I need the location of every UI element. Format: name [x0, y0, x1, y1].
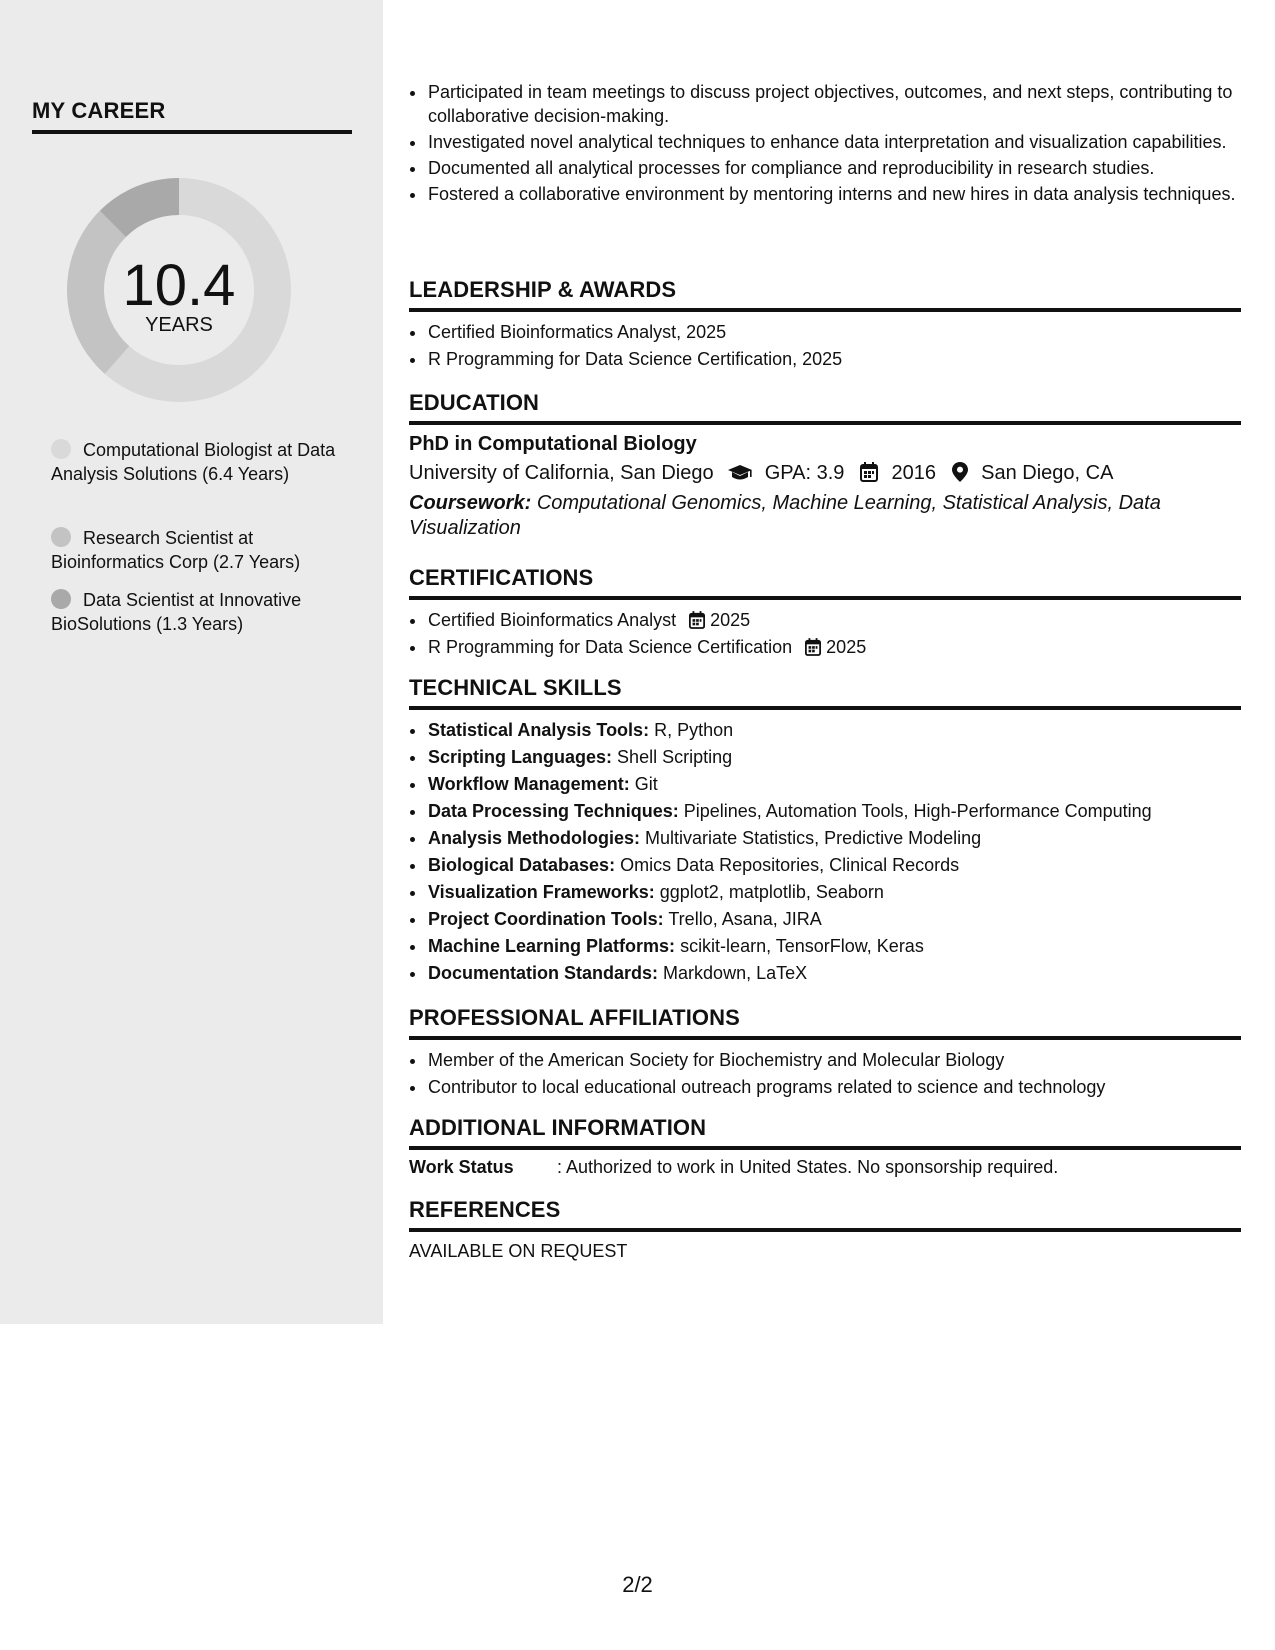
legend-dot: [51, 589, 71, 609]
skill-label: Visualization Frameworks:: [428, 882, 655, 902]
education-gpa: GPA: 3.9: [764, 462, 845, 484]
donut-unit: YEARS: [145, 314, 213, 336]
skill-value: ggplot2, matplotlib, Seaborn: [659, 882, 884, 902]
certification-item: [427, 635, 1241, 659]
graduation-cap-icon: [727, 464, 753, 482]
affiliation-item: • Member of the American Society for Biochemistry and Molecular Biology: [427, 1048, 1241, 1072]
skill-item: [427, 934, 1241, 958]
certification-item: [427, 608, 1241, 632]
skill-item: [427, 799, 1241, 823]
skill-label: Scripting Languages:: [428, 747, 613, 767]
references-text: AVAILABLE ON REQUEST: [409, 1241, 628, 1261]
legend-text: Data Scientist at Innovative BioSolutions (1.3 Years): [51, 590, 302, 634]
skill-item: [427, 745, 1241, 769]
affiliations-section: [409, 1005, 1241, 1099]
legend-item: [51, 438, 341, 486]
education-coursework: [409, 491, 1241, 541]
leadership-item: • Certified Bioinformatics Analyst, 2025: [427, 320, 1241, 344]
skill-value: Pipelines, Automation Tools, High-Performance Computing: [683, 801, 1152, 821]
legend-text: Computational Biologist at Data Analysis Solutions (6.4 Years): [51, 440, 336, 484]
skill-label: Project Coordination Tools:: [428, 909, 664, 929]
career-title-rule: [32, 130, 352, 134]
section-title: EDUCATION: [409, 390, 540, 415]
section-rule: [409, 308, 1241, 312]
experience-bullet: • Participated in team meetings to discuss project objectives, outcomes, and next steps, contributing to collaborative decision-making.: [427, 80, 1241, 128]
calendar-icon: [689, 611, 705, 629]
legend-dot: [51, 439, 71, 459]
section-rule: [409, 1228, 1241, 1232]
skill-item: [427, 961, 1241, 985]
experience-bullet: • Documented all analytical processes for compliance and reproducibility in research studies.: [427, 156, 1241, 180]
section-title: TECHNICAL SKILLS: [409, 675, 622, 700]
education-location: San Diego, CA: [981, 462, 1114, 484]
skill-value: scikit-learn, TensorFlow, Keras: [680, 936, 924, 956]
coursework-text: Computational Genomics, Machine Learning, Statistical Analysis, Data Visualization: [409, 492, 1161, 539]
education-meta: [409, 462, 1241, 485]
skill-value: R, Python: [654, 720, 734, 740]
section-rule: [409, 421, 1241, 425]
affiliation-item: • Contributor to local educational outreach programs related to science and technology: [427, 1075, 1241, 1099]
skill-item: [427, 718, 1241, 742]
skill-value: Shell Scripting: [617, 747, 733, 767]
education-degree: PhD in Computational Biology: [409, 433, 697, 455]
education-year: 2016: [891, 462, 937, 484]
legend-dot: [51, 527, 71, 547]
skill-label: Machine Learning Platforms:: [428, 936, 676, 956]
career-title: MY CAREER: [32, 98, 166, 123]
work-status-row: [409, 1157, 1241, 1178]
skill-value: Trello, Asana, JIRA: [668, 909, 822, 929]
section-title: CERTIFICATIONS: [409, 565, 594, 590]
page-number: 2/2: [622, 1572, 653, 1597]
legend-text: Research Scientist at Bioinformatics Corp (2.7 Years): [51, 528, 301, 572]
certification-name: Certified Bioinformatics Analyst: [428, 610, 677, 630]
skill-item: [427, 907, 1241, 931]
location-pin-icon: [952, 462, 968, 482]
skill-item: [427, 880, 1241, 904]
leadership-item: • R Programming for Data Science Certification, 2025: [427, 347, 1241, 371]
skill-label: Workflow Management:: [428, 774, 630, 794]
skill-label: Statistical Analysis Tools:: [428, 720, 650, 740]
calendar-icon: [860, 462, 878, 482]
education-school: University of California, San Diego: [409, 462, 714, 484]
legend-item: [51, 526, 341, 574]
certification-year: 2025: [826, 637, 867, 657]
education-section: [409, 390, 1241, 541]
section-rule: [409, 706, 1241, 710]
skill-value: Markdown, LaTeX: [663, 963, 808, 983]
section-rule: [409, 1146, 1241, 1150]
skill-label: Documentation Standards:: [428, 963, 659, 983]
skill-item: [427, 853, 1241, 877]
legend-item: [51, 588, 341, 636]
work-status-label: Work Status: [409, 1157, 514, 1177]
section-title: REFERENCES: [409, 1197, 561, 1222]
sidebar: [0, 0, 383, 1324]
donut-total: 10.4: [122, 253, 236, 318]
section-title: LEADERSHIP & AWARDS: [409, 277, 677, 302]
additional-section: [409, 1115, 1241, 1178]
references-section: [409, 1197, 1241, 1262]
leadership-section: [409, 277, 1241, 371]
work-status-value: : Authorized to work in United States. No sponsorship required.: [557, 1157, 1059, 1177]
skill-label: Data Processing Techniques:: [428, 801, 679, 821]
coursework-label: Coursework:: [409, 492, 532, 514]
experience-bullet: • Investigated novel analytical techniques to enhance data interpretation and visualization capabilities.: [427, 130, 1241, 154]
skill-item: [427, 826, 1241, 850]
certification-year: 2025: [710, 610, 751, 630]
skills-section: [409, 675, 1241, 985]
skill-value: Multivariate Statistics, Predictive Modeling: [645, 828, 982, 848]
experience-bullet: • Fostered a collaborative environment by mentoring interns and new hires in data analysis techniques.: [427, 182, 1241, 206]
section-title: ADDITIONAL INFORMATION: [409, 1115, 707, 1140]
skill-item: [427, 772, 1241, 796]
certifications-section: [409, 565, 1241, 659]
skill-label: Biological Databases:: [428, 855, 616, 875]
skill-value: Git: [634, 774, 658, 794]
section-title: PROFESSIONAL AFFILIATIONS: [409, 1005, 740, 1030]
certification-date: [689, 610, 750, 630]
certification-name: R Programming for Data Science Certification: [428, 637, 793, 657]
donut-segment-2: [67, 211, 129, 374]
skill-label: Analysis Methodologies:: [428, 828, 641, 848]
career-donut-chart: [64, 175, 294, 405]
experience-bullets: [409, 80, 1241, 206]
certification-date: [805, 637, 866, 657]
calendar-icon: [805, 638, 821, 656]
skill-value: Omics Data Repositories, Clinical Records: [620, 855, 960, 875]
section-rule: [409, 1036, 1241, 1040]
section-rule: [409, 596, 1241, 600]
